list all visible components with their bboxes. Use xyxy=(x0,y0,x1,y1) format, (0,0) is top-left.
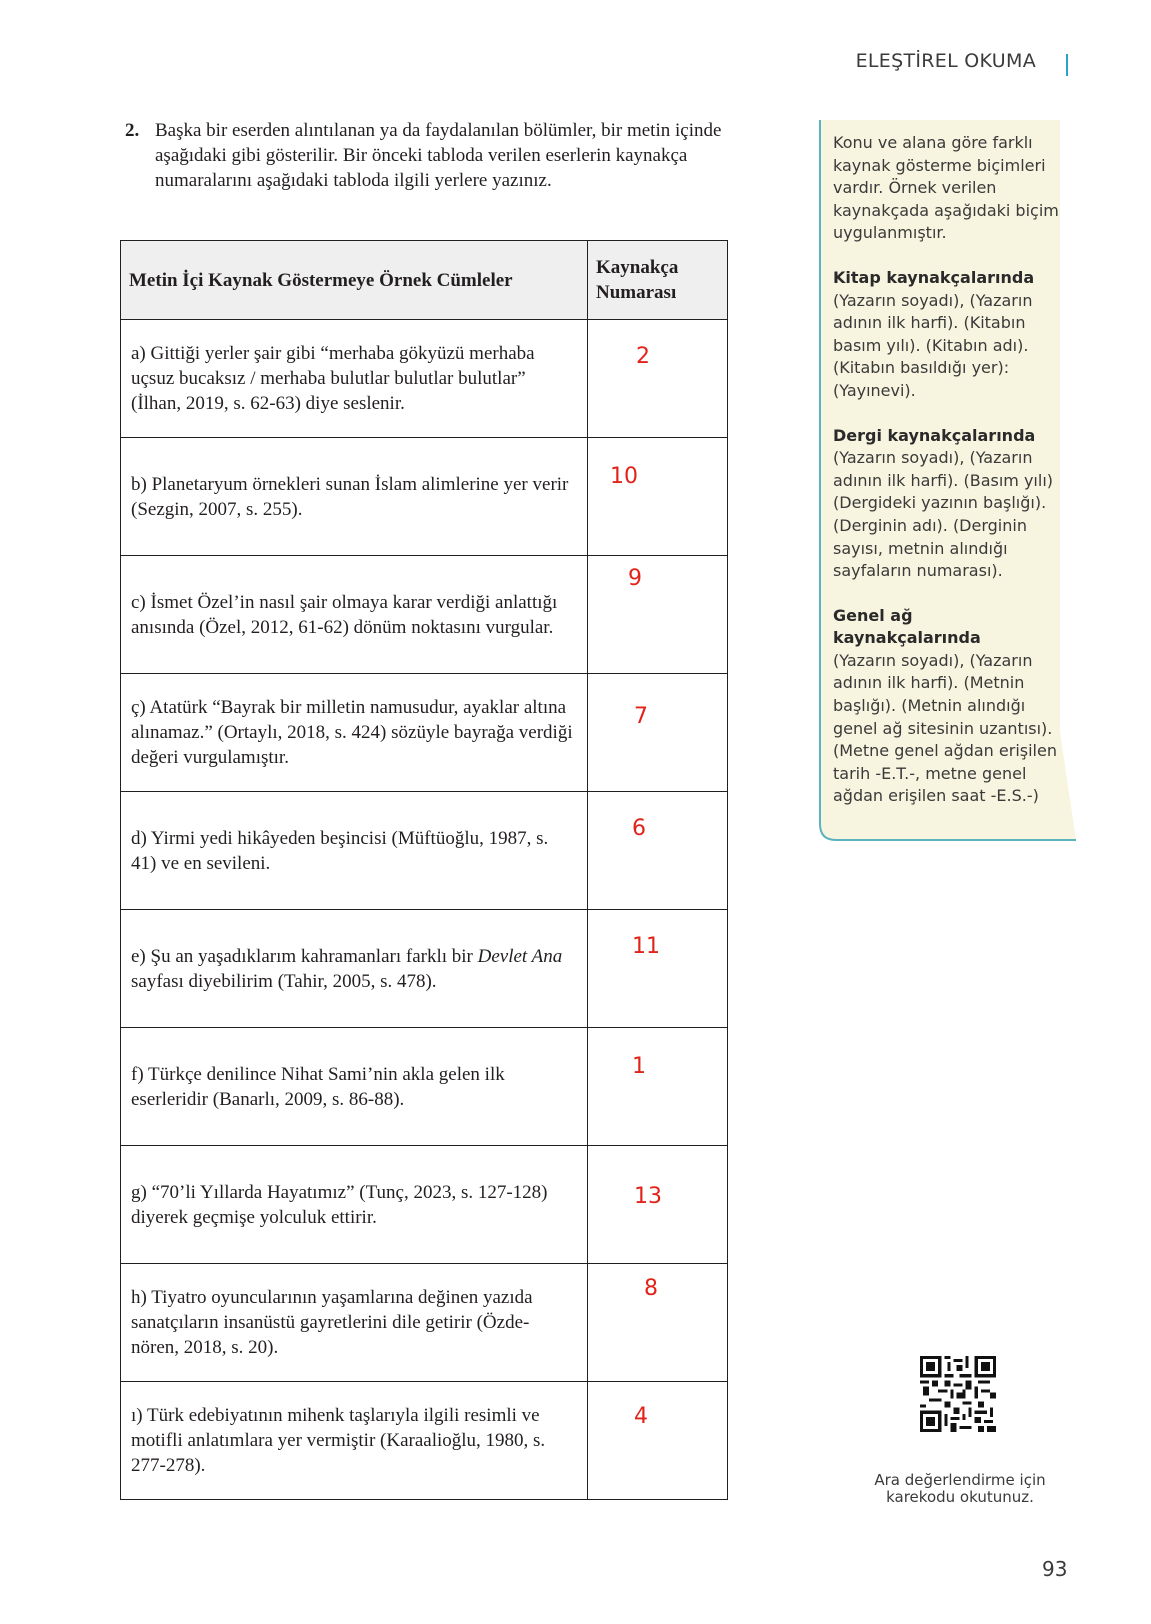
answer-value: 8 xyxy=(644,1276,658,1301)
note-content xyxy=(833,132,1065,830)
answer-value: 10 xyxy=(610,464,638,489)
sentence-cell: f) Türkçe denilince Nihat Sami’nin akla gelen ilk eserleridir (Banarlı, 2009, s. 86-88). xyxy=(121,1028,588,1146)
sentence-cell: ç) Atatürk “Bayrak bir milletin namusudur, ayaklar altına alınamaz.” (Ortaylı, 2018, s. 424) sözüyle bayrağa verdiği değeri vurgulamıştır. xyxy=(121,674,588,792)
answer-cell[interactable] xyxy=(588,1264,728,1382)
citation-table xyxy=(120,240,728,1500)
note-body-journal: (Yazarın soyadı), (Yazarın adının ilk harfi). (Basım yılı) (Dergideki yazının başlığı). (Derginin adı). (Derginin sayısı, metnin alındığı sayfaların numarası). xyxy=(833,448,1053,581)
exercise-instruction xyxy=(125,118,775,193)
answer-value: 2 xyxy=(636,344,650,369)
answer-cell[interactable] xyxy=(588,1382,728,1500)
sentence-italic-title: Devlet Ana xyxy=(477,945,563,967)
answer-cell[interactable] xyxy=(588,910,728,1028)
table-row xyxy=(121,1264,728,1382)
exercise-text: Başka bir eserden alıntılanan ya da faydalanılan bölümler, bir metin içinde aşağıdaki gibi gösterilir. Bir önceki tabloda verilen eserlerin kaynakça numaralarını aşağıdaki tabloda ilgili yerlere yazınız. xyxy=(155,120,722,191)
table-header-row xyxy=(121,241,728,320)
sentence-cell: c) İsmet Özel’in nasıl şair olmaya karar verdiği anlattığı anısında (Özel, 2012, 61-62) dönüm noktasını vurgular. xyxy=(121,556,588,674)
header-accent-bar xyxy=(1066,54,1068,76)
table-row xyxy=(121,910,728,1028)
table-row xyxy=(121,1146,728,1264)
sentence-cell: b) Planetaryum örnekleri sunan İslam alimlerine yer verir (Sezgin, 2007, s. 255). xyxy=(121,438,588,556)
sentence-cell: d) Yirmi yedi hikâyeden beşincisi (Müftüoğlu, 1987, s. 41) ve en sevileni. xyxy=(121,792,588,910)
answer-cell[interactable] xyxy=(588,320,728,438)
answer-cell[interactable] xyxy=(588,1028,728,1146)
sentence-cell xyxy=(121,910,588,1028)
table-row xyxy=(121,320,728,438)
table-row xyxy=(121,438,728,556)
running-header: ELEŞTİREL OKUMA xyxy=(855,50,1036,72)
column-header-sentences: Metin İçi Kaynak Göstermeye Örnek Cümleler xyxy=(121,241,588,320)
qr-code-icon[interactable] xyxy=(920,1356,996,1432)
note-body-web: (Yazarın soyadı), (Yazarın adının ilk harfi). (Metnin başlığı). (Metnin alındığı genel ağ sitesinin uzantısı). (Metne genel ağdan erişilen tarih -E.T.-, metne genel ağdan erişilen saat -E.S.-) xyxy=(833,650,1057,806)
answer-cell[interactable] xyxy=(588,438,728,556)
answer-value: 13 xyxy=(634,1184,662,1209)
page-number: 93 xyxy=(1042,1557,1068,1581)
note-body-book: (Yazarın soyadı), (Yazarın adının ilk harfi). (Kitabın basım yılı). (Kitabın adı). (Kitabın basıldığı yer): (Yayınevi). xyxy=(833,290,1033,400)
note-heading-web: Genel ağ kaynakçalarında xyxy=(833,605,981,648)
column-header-reference-number: Kaynakça Numarası xyxy=(588,241,728,320)
table-row xyxy=(121,1028,728,1146)
citation-format-note xyxy=(818,120,1083,844)
answer-value: 1 xyxy=(632,1054,646,1079)
sentence-text-end: sayfası diyebilirim (Tahir, 2005, s. 478). xyxy=(131,970,437,992)
answer-cell[interactable] xyxy=(588,556,728,674)
note-heading-book: Kitap kaynakçalarında xyxy=(833,267,1035,287)
table-row xyxy=(121,674,728,792)
sentence-text-start: e) Şu an yaşadıklarım kahramanları farklı bir xyxy=(131,945,478,967)
table-row xyxy=(121,792,728,910)
answer-value: 11 xyxy=(632,934,660,959)
table-row xyxy=(121,1382,728,1500)
answer-value: 6 xyxy=(632,816,646,841)
note-heading-journal: Dergi kaynakçalarında xyxy=(833,425,1036,445)
qr-caption: Ara değerlendirme için karekodu okutunuz. xyxy=(874,1471,1046,1506)
answer-value: 7 xyxy=(634,704,648,729)
answer-value: 4 xyxy=(634,1404,648,1429)
sentence-cell: ı) Türk edebiyatının mihenk taşlarıyla ilgili resimli ve motifli anlatımlara yer vermiştir (Karaalioğlu, 1980, s. 277-278). xyxy=(121,1382,588,1500)
answer-value: 9 xyxy=(628,566,642,591)
sentence-cell: h) Tiyatro oyuncularının yaşamlarına değinen yazıda sanatçıların insanüstü gayretlerini dile getirir (Özde-nören, 2018, s. 20). xyxy=(121,1264,588,1382)
table-row xyxy=(121,556,728,674)
sentence-cell: a) Gittiği yerler şair gibi “merhaba gökyüzü merhaba uçsuz bucaksız / merhaba bulutlar bulutlar bulutlar” (İlhan, 2019, s. 62-63) diye seslenir. xyxy=(121,320,588,438)
exercise-number: 2. xyxy=(125,120,140,141)
answer-cell[interactable] xyxy=(588,792,728,910)
note-section-web xyxy=(833,605,1065,808)
note-intro: Konu ve alana göre farklı kaynak gösterme biçimleri vardır. Örnek verilen kaynakçada aşağıdaki biçim uygulanmıştır. xyxy=(833,133,1059,243)
note-section-book xyxy=(833,267,1065,403)
note-section-journal xyxy=(833,425,1065,583)
answer-cell[interactable] xyxy=(588,1146,728,1264)
sentence-cell: g) “70’li Yıllarda Hayatımız” (Tunç, 2023, s. 127-128) diyerek geçmişe yolculuk ettirir. xyxy=(121,1146,588,1264)
answer-cell[interactable] xyxy=(588,674,728,792)
